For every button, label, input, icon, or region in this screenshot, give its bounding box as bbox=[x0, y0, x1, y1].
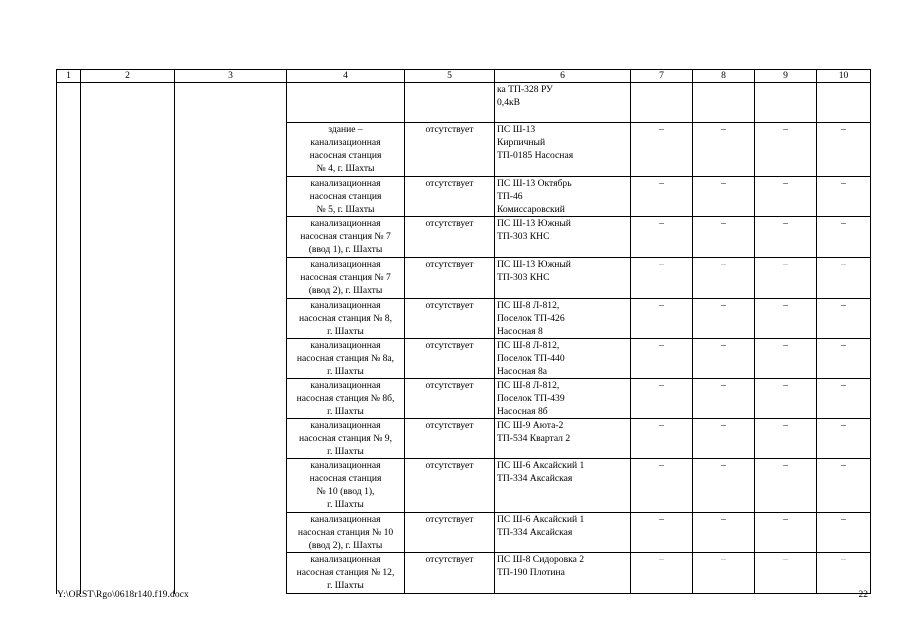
supply-source-cell: ПС Ш-13 Южный ТП-303 КНС bbox=[495, 217, 631, 258]
empty-cell bbox=[175, 339, 287, 379]
dash-cell: – bbox=[755, 217, 817, 258]
empty-cell bbox=[57, 177, 81, 217]
empty-cell bbox=[175, 299, 287, 339]
dash-cell: – bbox=[755, 379, 817, 419]
column-header: 2 bbox=[81, 70, 175, 83]
dash-cell: – bbox=[817, 177, 871, 217]
object-name-cell: канализационная насосная станция № 8, г. Шахты bbox=[287, 299, 405, 339]
table-body bbox=[57, 83, 871, 594]
object-name-cell: канализационная насосная станция № 5, г. Шахты bbox=[287, 177, 405, 217]
dash-cell: – bbox=[631, 123, 693, 177]
dash-cell: – bbox=[755, 299, 817, 339]
status-cell: отсутствует bbox=[405, 379, 495, 419]
table-row bbox=[57, 83, 871, 123]
dash-cell: – bbox=[755, 339, 817, 379]
empty-cell bbox=[57, 83, 81, 123]
dash-cell: – bbox=[817, 258, 871, 299]
dash-cell: – bbox=[693, 217, 755, 258]
empty-cell bbox=[81, 459, 175, 513]
empty-cell bbox=[57, 419, 81, 459]
dash-cell: – bbox=[755, 553, 817, 594]
supply-source-cell: ПС Ш-13 Октябрь ТП-46 Комиссаровский bbox=[495, 177, 631, 217]
status-cell: отсутствует bbox=[405, 123, 495, 177]
dash-cell: – bbox=[631, 258, 693, 299]
column-header: 5 bbox=[405, 70, 495, 83]
status-cell: отсутствует bbox=[405, 513, 495, 553]
dash-cell: – bbox=[755, 123, 817, 177]
empty-cell bbox=[175, 258, 287, 299]
empty-cell bbox=[57, 339, 81, 379]
object-name-cell: канализационная насосная станция № 8б, г. Шахты bbox=[287, 379, 405, 419]
dash-cell: – bbox=[693, 459, 755, 513]
supply-source-cell: ПС Ш-8 Сидоровка 2 ТП-190 Плотина bbox=[495, 553, 631, 594]
supply-source-cell: ПС Ш-6 Аксайский 1 ТП-334 Аксайская bbox=[495, 513, 631, 553]
dash-cell bbox=[693, 83, 755, 123]
empty-cell bbox=[81, 379, 175, 419]
supply-source-cell: ПС Ш-13 Кирпичный ТП-0185 Насосная bbox=[495, 123, 631, 177]
supply-source-cell: ПС Ш-6 Аксайский 1 ТП-334 Аксайская bbox=[495, 459, 631, 513]
table-row bbox=[57, 258, 871, 299]
dash-cell: – bbox=[631, 299, 693, 339]
object-name-cell: канализационная насосная станция № 7 (ввод 2), г. Шахты bbox=[287, 258, 405, 299]
empty-cell bbox=[57, 513, 81, 553]
status-cell: отсутствует bbox=[405, 177, 495, 217]
table-row bbox=[57, 379, 871, 419]
dash-cell: – bbox=[755, 177, 817, 217]
column-header: 10 bbox=[817, 70, 871, 83]
dash-cell: – bbox=[817, 419, 871, 459]
table-row bbox=[57, 339, 871, 379]
dash-cell: – bbox=[817, 379, 871, 419]
column-header: 3 bbox=[175, 70, 287, 83]
dash-cell: – bbox=[755, 419, 817, 459]
dash-cell: – bbox=[631, 177, 693, 217]
dash-cell: – bbox=[631, 339, 693, 379]
dash-cell: – bbox=[631, 419, 693, 459]
supply-source-cell: ПС Ш-8 Л-812, Поселок ТП-440 Насосная 8а bbox=[495, 339, 631, 379]
empty-cell bbox=[175, 513, 287, 553]
dash-cell: – bbox=[631, 217, 693, 258]
table-row bbox=[57, 123, 871, 177]
empty-cell bbox=[175, 459, 287, 513]
empty-cell bbox=[57, 217, 81, 258]
dash-cell: – bbox=[817, 553, 871, 594]
empty-cell bbox=[57, 553, 81, 594]
empty-cell bbox=[175, 123, 287, 177]
dash-cell: – bbox=[693, 339, 755, 379]
dash-cell: – bbox=[817, 513, 871, 553]
empty-cell bbox=[175, 553, 287, 594]
object-name-cell: канализационная насосная станция № 10 (ввод 1), г. Шахты bbox=[287, 459, 405, 513]
empty-cell bbox=[81, 177, 175, 217]
status-cell bbox=[405, 83, 495, 123]
dash-cell: – bbox=[693, 419, 755, 459]
column-number-row bbox=[57, 70, 871, 83]
empty-cell bbox=[57, 379, 81, 419]
column-header: 9 bbox=[755, 70, 817, 83]
dash-cell: – bbox=[693, 513, 755, 553]
dash-cell: – bbox=[755, 459, 817, 513]
empty-cell bbox=[81, 513, 175, 553]
supply-source-cell: ка ТП-328 РУ 0,4кВ bbox=[495, 83, 631, 123]
dash-cell: – bbox=[631, 553, 693, 594]
empty-cell bbox=[81, 123, 175, 177]
object-name-cell: здание – канализационная насосная станция № 4, г. Шахты bbox=[287, 123, 405, 177]
object-name-cell: канализационная насосная станция № 8а, г. Шахты bbox=[287, 339, 405, 379]
empty-cell bbox=[57, 258, 81, 299]
empty-cell bbox=[175, 177, 287, 217]
object-name-cell bbox=[287, 83, 405, 123]
dash-cell: – bbox=[693, 299, 755, 339]
supply-source-cell: ПС Ш-8 Л-812, Поселок ТП-426 Насосная 8 bbox=[495, 299, 631, 339]
empty-cell bbox=[175, 217, 287, 258]
table-row bbox=[57, 513, 871, 553]
footer-file-path: Y:\ORST\Rgo\0618r140.f19.docx bbox=[57, 590, 189, 600]
column-header: 1 bbox=[57, 70, 81, 83]
empty-cell bbox=[57, 459, 81, 513]
dash-cell: – bbox=[817, 217, 871, 258]
table-row bbox=[57, 177, 871, 217]
status-cell: отсутствует bbox=[405, 459, 495, 513]
status-cell: отсутствует bbox=[405, 553, 495, 594]
dash-cell: – bbox=[817, 459, 871, 513]
empty-cell bbox=[57, 123, 81, 177]
empty-cell bbox=[57, 299, 81, 339]
status-cell: отсутствует bbox=[405, 419, 495, 459]
dash-cell: – bbox=[693, 177, 755, 217]
object-name-cell: канализационная насосная станция № 10 (ввод 2), г. Шахты bbox=[287, 513, 405, 553]
dash-cell bbox=[631, 83, 693, 123]
dash-cell: – bbox=[817, 123, 871, 177]
table-row bbox=[57, 459, 871, 513]
empty-cell bbox=[81, 217, 175, 258]
supply-source-cell: ПС Ш-9 Аюта-2 ТП-534 Квартал 2 bbox=[495, 419, 631, 459]
status-cell: отсутствует bbox=[405, 339, 495, 379]
empty-cell bbox=[81, 299, 175, 339]
dash-cell: – bbox=[693, 553, 755, 594]
dash-cell bbox=[817, 83, 871, 123]
dash-cell: – bbox=[693, 379, 755, 419]
empty-cell bbox=[81, 83, 175, 123]
empty-cell bbox=[175, 379, 287, 419]
page-number: 22 bbox=[858, 590, 868, 600]
status-cell: отсутствует bbox=[405, 217, 495, 258]
dash-cell: – bbox=[755, 513, 817, 553]
empty-cell bbox=[81, 258, 175, 299]
table-row bbox=[57, 217, 871, 258]
supply-source-cell: ПС Ш-8 Л-812, Поселок ТП-439 Насосная 8б bbox=[495, 379, 631, 419]
column-header: 6 bbox=[495, 70, 631, 83]
empty-cell bbox=[81, 339, 175, 379]
status-cell: отсутствует bbox=[405, 299, 495, 339]
object-name-cell: канализационная насосная станция № 7 (ввод 1), г. Шахты bbox=[287, 217, 405, 258]
object-name-cell: канализационная насосная станция № 12, г. Шахты bbox=[287, 553, 405, 594]
table-row bbox=[57, 299, 871, 339]
dash-cell: – bbox=[693, 258, 755, 299]
status-cell: отсутствует bbox=[405, 258, 495, 299]
dash-cell: – bbox=[631, 379, 693, 419]
dash-cell: – bbox=[631, 459, 693, 513]
supply-source-cell: ПС Ш-13 Южный ТП-303 КНС bbox=[495, 258, 631, 299]
dash-cell: – bbox=[755, 258, 817, 299]
column-header: 4 bbox=[287, 70, 405, 83]
object-name-cell: канализационная насосная станция № 9, г. Шахты bbox=[287, 419, 405, 459]
table-row bbox=[57, 419, 871, 459]
column-header: 8 bbox=[693, 70, 755, 83]
empty-cell bbox=[175, 419, 287, 459]
empty-cell bbox=[81, 419, 175, 459]
dash-cell: – bbox=[817, 299, 871, 339]
empty-cell bbox=[81, 553, 175, 594]
dash-cell bbox=[755, 83, 817, 123]
dash-cell: – bbox=[693, 123, 755, 177]
dash-cell: – bbox=[631, 513, 693, 553]
document-table bbox=[56, 69, 871, 594]
dash-cell: – bbox=[817, 339, 871, 379]
table-row bbox=[57, 553, 871, 594]
empty-cell bbox=[175, 83, 287, 123]
column-header: 7 bbox=[631, 70, 693, 83]
